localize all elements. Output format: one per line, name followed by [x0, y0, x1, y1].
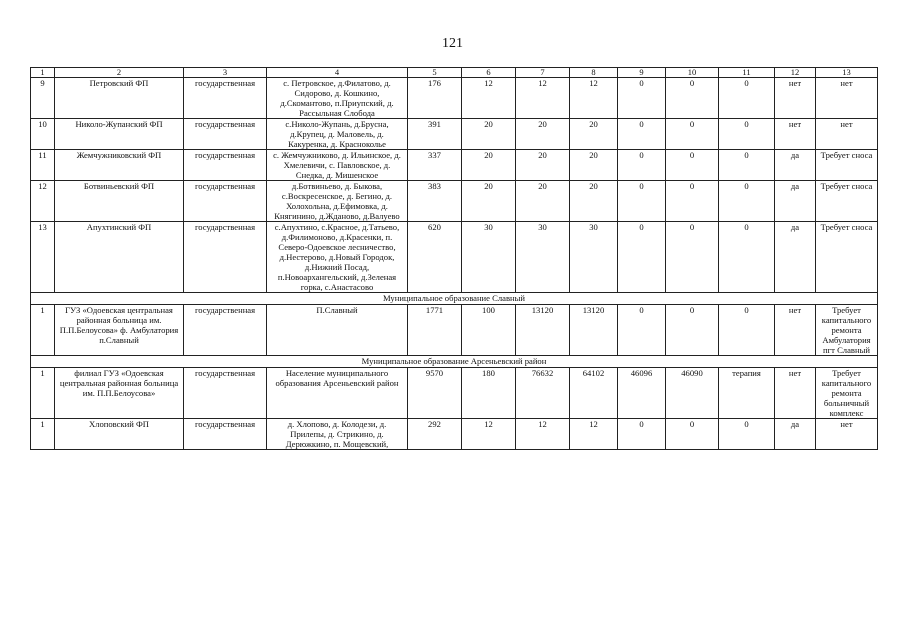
table-cell-c13: нет — [816, 119, 878, 150]
table-row — [31, 181, 878, 222]
table-cell-c5: 176 — [408, 78, 462, 119]
table-cell-c8: 64102 — [570, 368, 618, 419]
column-number: 7 — [516, 68, 570, 78]
table-row — [31, 150, 878, 181]
table-cell-c12: нет — [775, 119, 816, 150]
table-cell-c10: 0 — [666, 78, 719, 119]
table-cell-c6: 100 — [462, 305, 516, 356]
section-row — [31, 293, 878, 305]
table-cell-c7: 12 — [516, 419, 570, 450]
table-cell-no: 13 — [31, 222, 55, 293]
table-cell-c9: 0 — [618, 119, 666, 150]
table-cell-c8: 30 — [570, 222, 618, 293]
table-row — [31, 119, 878, 150]
table-cell-ownership: государственная — [184, 78, 267, 119]
table-cell-c10: 0 — [666, 222, 719, 293]
table-row — [31, 368, 878, 419]
table-cell-c5: 620 — [408, 222, 462, 293]
table-cell-c13: Требует сноса — [816, 150, 878, 181]
table-cell-c12: да — [775, 181, 816, 222]
table-cell-c9: 0 — [618, 419, 666, 450]
column-number: 10 — [666, 68, 719, 78]
table-cell-no: 1 — [31, 419, 55, 450]
table-cell-c6: 20 — [462, 119, 516, 150]
table-cell-c8: 20 — [570, 150, 618, 181]
table-cell-ownership: государственная — [184, 181, 267, 222]
table-cell-c11: 0 — [719, 150, 775, 181]
table-cell-no: 10 — [31, 119, 55, 150]
table-cell-c7: 30 — [516, 222, 570, 293]
table-cell-c5: 292 — [408, 419, 462, 450]
table-cell-c11: терапия — [719, 368, 775, 419]
table-cell-c11: 0 — [719, 419, 775, 450]
table-cell-c9: 0 — [618, 222, 666, 293]
table-cell-c10: 0 — [666, 119, 719, 150]
table-cell-c12: нет — [775, 368, 816, 419]
table-cell-c13: Требует капитального ремонта Амбулатория пгт Славный — [816, 305, 878, 356]
page-number: 121 — [442, 36, 463, 51]
table-cell-ownership: государственная — [184, 419, 267, 450]
column-number: 3 — [184, 68, 267, 78]
column-number: 11 — [719, 68, 775, 78]
table-cell-c8: 20 — [570, 119, 618, 150]
table-cell-name: Апухтинский ФП — [55, 222, 184, 293]
table-cell-c10: 46090 — [666, 368, 719, 419]
table-cell-area: д.Ботвиньево, д. Быкова, с.Воскресенское, д. Бегино, д. Холохольна, д.Ефимовка, д. Княгинино, д.Жданово, д.Валуево — [267, 181, 408, 222]
table-row — [31, 222, 878, 293]
table-cell-area: с.Николо-Жупань, д.Брусна, д.Крупец, д. Маловель, д. Какуренка, д. Краснокольe — [267, 119, 408, 150]
table-row — [31, 305, 878, 356]
table-cell-c7: 20 — [516, 181, 570, 222]
table-cell-c11: 0 — [719, 78, 775, 119]
table-cell-ownership: государственная — [184, 119, 267, 150]
column-number: 4 — [267, 68, 408, 78]
table-cell-c6: 180 — [462, 368, 516, 419]
table-cell-c9: 0 — [618, 181, 666, 222]
column-number: 2 — [55, 68, 184, 78]
table-cell-c9: 0 — [618, 305, 666, 356]
table-cell-area: с. Жемчужниково, д. Ильинское, д. Хмелевичи, с. Павловское, д. Снедка, д. Мишенское — [267, 150, 408, 181]
table-cell-area: д. Хлопово, д. Колодези, д. Прилепы, д. Стрикино, д. Дерюжкино, п. Мощевский, — [267, 419, 408, 450]
table-cell-c11: 0 — [719, 222, 775, 293]
column-number: 9 — [618, 68, 666, 78]
table-cell-name: Хлоповский ФП — [55, 419, 184, 450]
column-number: 6 — [462, 68, 516, 78]
table-cell-no: 11 — [31, 150, 55, 181]
table-cell-c8: 12 — [570, 419, 618, 450]
table-cell-no: 12 — [31, 181, 55, 222]
table-cell-c6: 20 — [462, 150, 516, 181]
section-title: Муниципальное образование Арсеньевский район — [31, 356, 878, 368]
table-cell-name: Петровский ФП — [55, 78, 184, 119]
table-row — [31, 419, 878, 450]
table-cell-area: с. Петровское, д.Филатово, д. Сидорово, д. Кошкино, д.Скомантово, п.Приупский, д. Рассыльная Слобода — [267, 78, 408, 119]
table-cell-c10: 0 — [666, 181, 719, 222]
table-cell-c12: да — [775, 222, 816, 293]
column-number: 5 — [408, 68, 462, 78]
table-cell-c5: 337 — [408, 150, 462, 181]
table-cell-c13: нет — [816, 78, 878, 119]
table-cell-name: филиал ГУЗ «Одоевская центральная районная больница им. П.П.Белоусова» — [55, 368, 184, 419]
table-cell-c8: 20 — [570, 181, 618, 222]
table-cell-c6: 12 — [462, 78, 516, 119]
column-number: 12 — [775, 68, 816, 78]
table-cell-name: Ботвиньевский ФП — [55, 181, 184, 222]
table-cell-ownership: государственная — [184, 305, 267, 356]
table-cell-c8: 12 — [570, 78, 618, 119]
column-number: 13 — [816, 68, 878, 78]
table-cell-c5: 383 — [408, 181, 462, 222]
table-cell-no: 9 — [31, 78, 55, 119]
table-cell-c5: 1771 — [408, 305, 462, 356]
table-cell-ownership: государственная — [184, 368, 267, 419]
table-cell-c9: 0 — [618, 78, 666, 119]
table-cell-c13: Требует капитального ремонта больничный комплекс — [816, 368, 878, 419]
table-cell-c10: 0 — [666, 305, 719, 356]
table-cell-area: П.Славный — [267, 305, 408, 356]
table-cell-c9: 46096 — [618, 368, 666, 419]
table-cell-ownership: государственная — [184, 222, 267, 293]
table-cell-c13: Требует сноса — [816, 222, 878, 293]
column-number: 1 — [31, 68, 55, 78]
table-cell-name: Жемчужниковский ФП — [55, 150, 184, 181]
table-cell-area: с.Апухтино, с.Красное, д.Татьево, д.Филимоново, д.Красенки, п. Северо-Одоевское лесничество, д.Нестерово, д.Новый Городок, д.Нижний Посад, п.Новоархангельский, д.Зеленая горка, с.Анастасово — [267, 222, 408, 293]
table-cell-ownership: государственная — [184, 150, 267, 181]
table-cell-c12: да — [775, 419, 816, 450]
column-number-row — [31, 68, 878, 78]
table-cell-c10: 0 — [666, 419, 719, 450]
table-cell-c11: 0 — [719, 181, 775, 222]
table-cell-c12: нет — [775, 305, 816, 356]
table-cell-c7: 12 — [516, 78, 570, 119]
table-cell-c12: да — [775, 150, 816, 181]
table-cell-c6: 30 — [462, 222, 516, 293]
table-cell-c8: 13120 — [570, 305, 618, 356]
section-row — [31, 356, 878, 368]
table-cell-area: Население муниципального образования Арсеньевский район — [267, 368, 408, 419]
table-cell-c7: 20 — [516, 119, 570, 150]
facilities-table — [30, 67, 878, 450]
table-cell-name: ГУЗ «Одоевская центральная районная больница им. П.П.Белоусова» ф. Амбулатория п.Славный — [55, 305, 184, 356]
table-cell-c10: 0 — [666, 150, 719, 181]
table-cell-c11: 0 — [719, 305, 775, 356]
table-cell-c5: 9570 — [408, 368, 462, 419]
table-cell-c5: 391 — [408, 119, 462, 150]
table-cell-c11: 0 — [719, 119, 775, 150]
table-cell-c13: Требует сноса — [816, 181, 878, 222]
table-cell-no: 1 — [31, 368, 55, 419]
table-cell-c12: нет — [775, 78, 816, 119]
table-cell-no: 1 — [31, 305, 55, 356]
table-cell-name: Николо-Жупанский ФП — [55, 119, 184, 150]
table-cell-c13: нет — [816, 419, 878, 450]
table-cell-c7: 13120 — [516, 305, 570, 356]
column-number: 8 — [570, 68, 618, 78]
section-title: Муниципальное образование Славный — [31, 293, 878, 305]
table-cell-c9: 0 — [618, 150, 666, 181]
table-cell-c7: 20 — [516, 150, 570, 181]
table-cell-c6: 20 — [462, 181, 516, 222]
table-cell-c6: 12 — [462, 419, 516, 450]
table-cell-c7: 76632 — [516, 368, 570, 419]
table-row — [31, 78, 878, 119]
